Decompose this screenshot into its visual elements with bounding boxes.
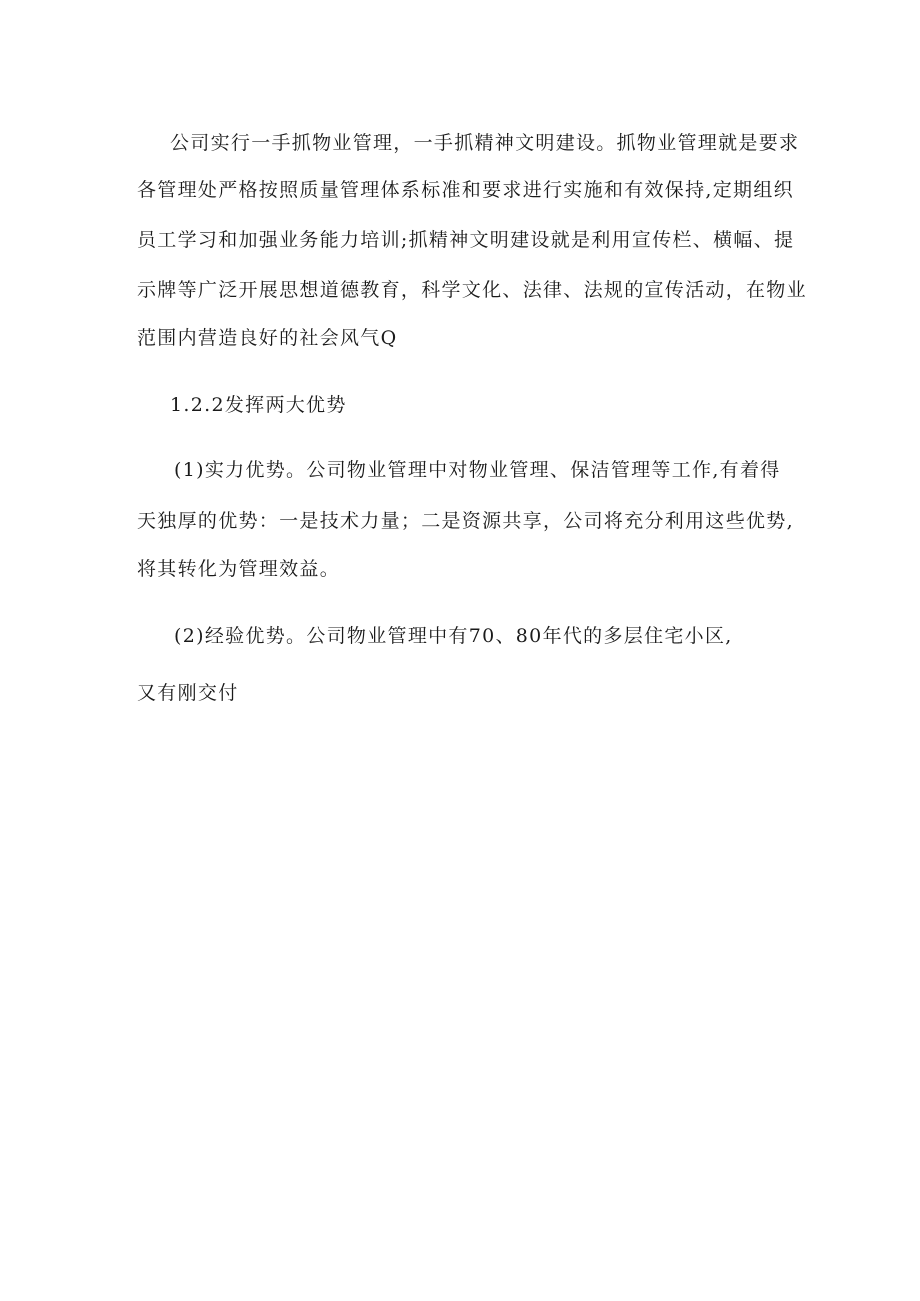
paragraph-3-line-2: 又有刚交付 <box>137 682 239 704</box>
paragraph-3-line-1: (2)经验优势。公司物业管理中有70、80年代的多层住宅小区, <box>174 625 733 647</box>
section-heading: 1.2.2发挥两大优势 <box>170 394 347 416</box>
paragraph-1-line-4: 示牌等广泛开展思想道德教育，科学文化、法律、法规的宣传活动，在物业 <box>137 279 807 301</box>
paragraph-1-line-3: 员工学习和加强业务能力培训;抓精神文明建设就是利用宣传栏、横幅、提 <box>137 229 795 251</box>
paragraph-2-line-2: 天独厚的优势：一是技术力量；二是资源共享，公司将充分利用这些优势, <box>137 510 794 532</box>
paragraph-1-line-5: 范围内营造良好的社会风气Q <box>137 327 398 349</box>
paragraph-2-line-3: 将其转化为管理效益。 <box>137 558 341 580</box>
paragraph-2-line-1: (1)实力优势。公司物业管理中对物业管理、保洁管理等工作,有着得 <box>174 459 781 481</box>
paragraph-1-line-2: 各管理处严格按照质量管理体系标准和要求进行实施和有效保持,定期组织 <box>137 179 794 201</box>
paragraph-1-line-1: 公司实行一手抓物业管理，一手抓精神文明建设。抓物业管理就是要求 <box>170 132 800 154</box>
